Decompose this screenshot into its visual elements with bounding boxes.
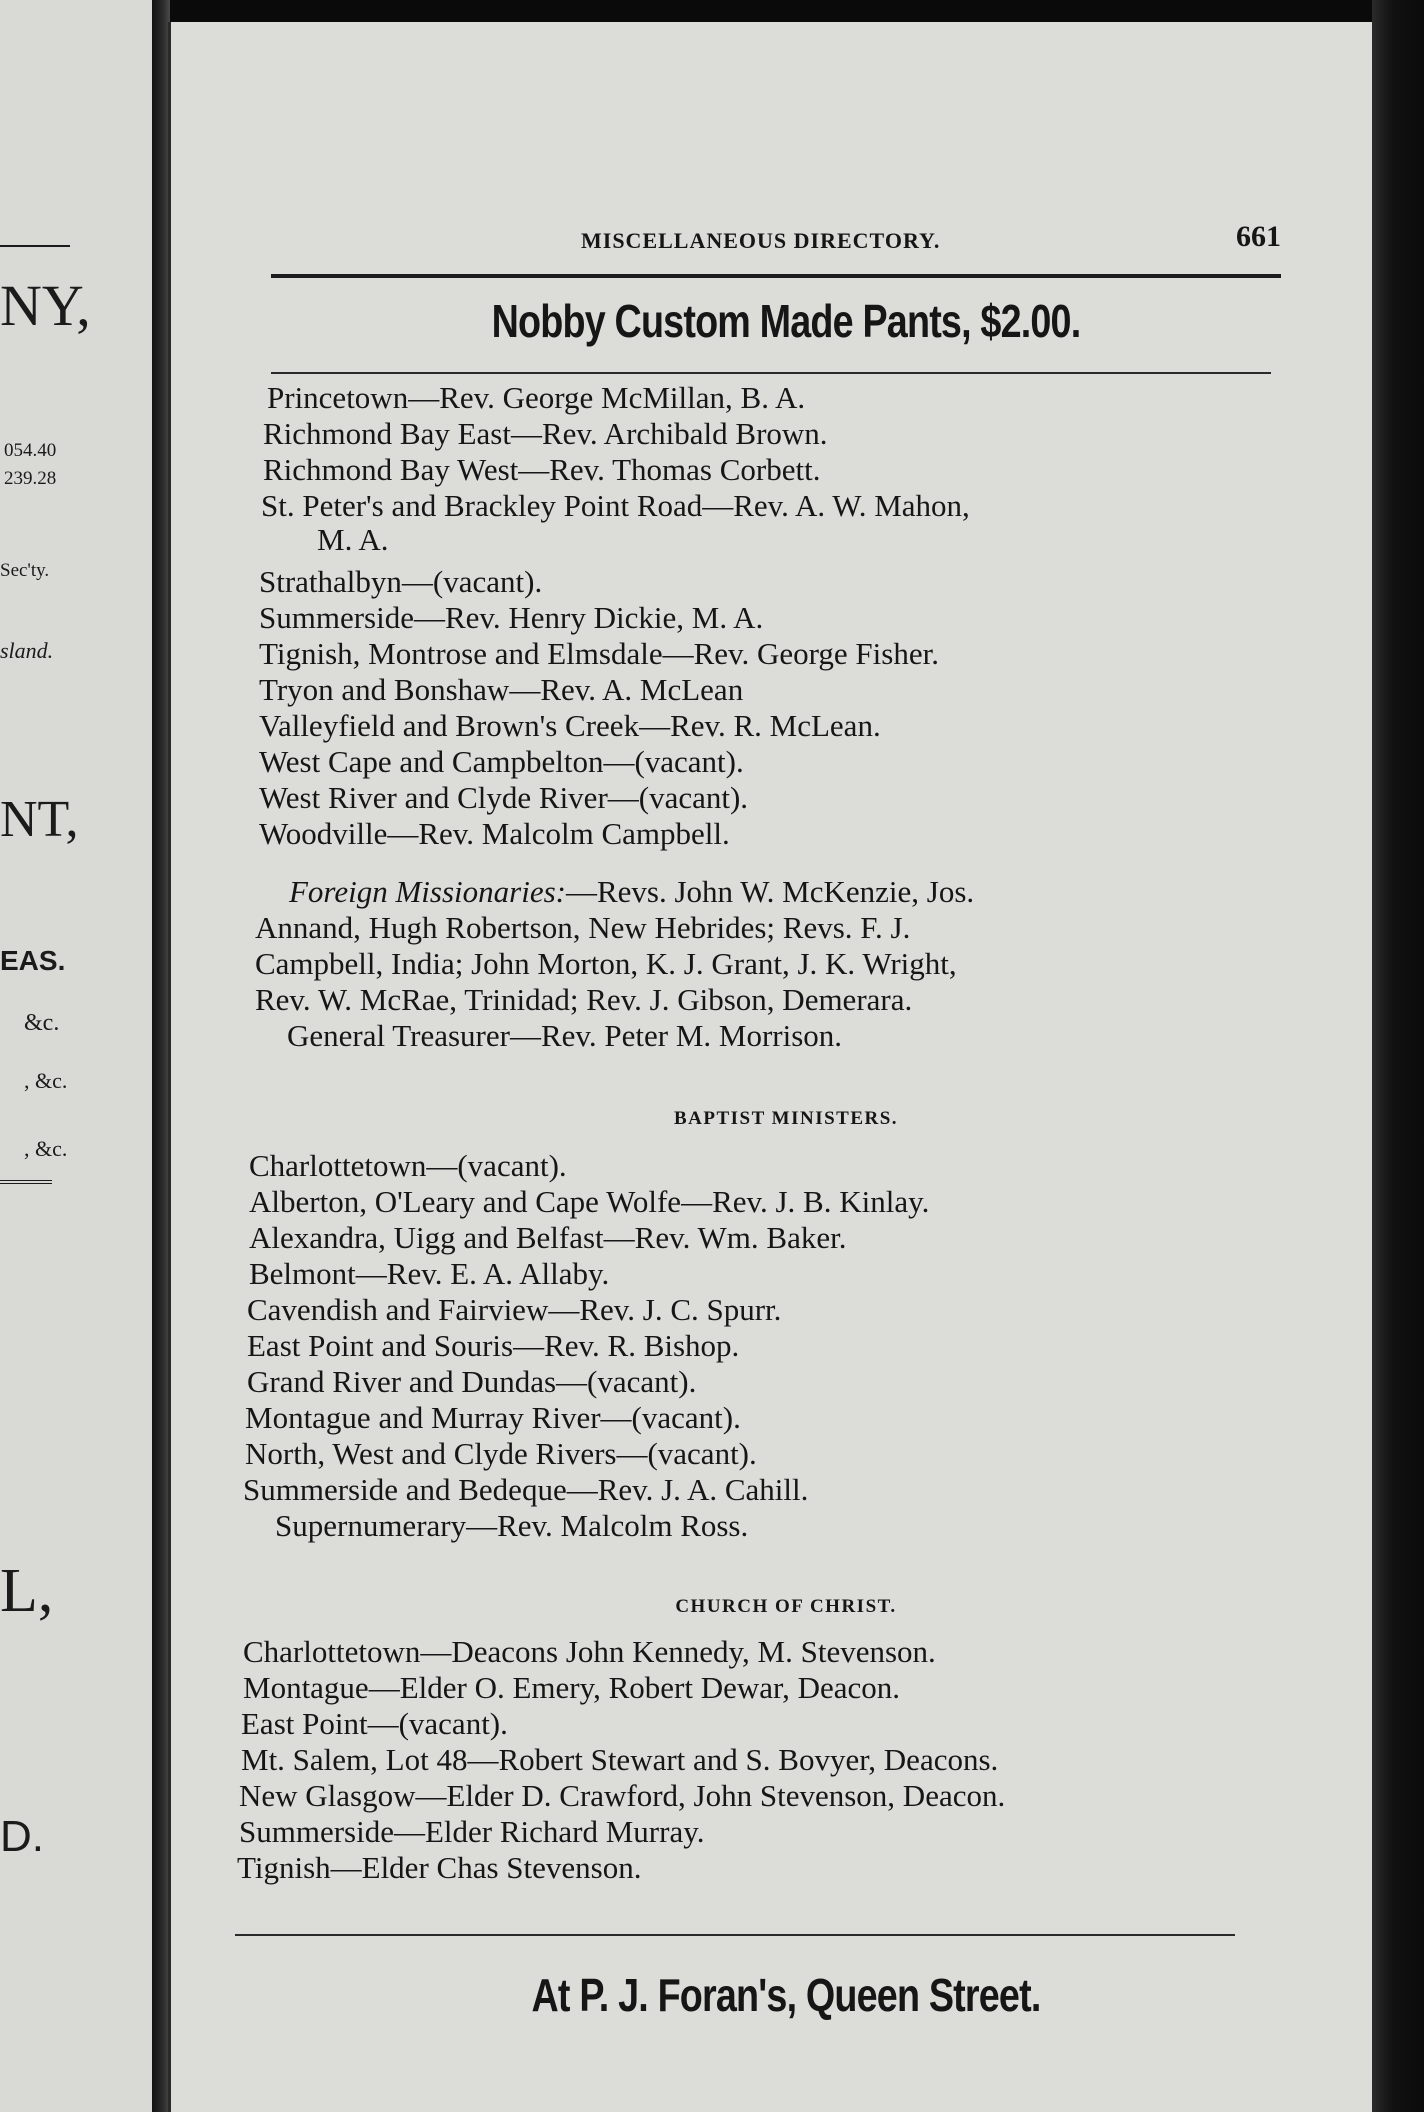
list-item: Alberton, O'Leary and Cape Wolfe—Rev. J. B. Kinlay. xyxy=(249,1184,930,1219)
list-item: Supernumerary—Rev. Malcolm Ross. xyxy=(275,1508,749,1543)
list-item: Valleyfield and Brown's Creek—Rev. R. McLean. xyxy=(259,708,881,743)
list-item: Tignish, Montrose and Elmsdale—Rev. George Fisher. xyxy=(259,636,939,671)
running-title: MISCELLANEOUS DIRECTORY. xyxy=(581,228,941,253)
left-fragment: 239.28 xyxy=(4,468,57,489)
top-advertisement: Nobby Custom Made Pants, $2.00. xyxy=(491,295,1081,347)
list-item: East Point and Souris—Rev. R. Bishop. xyxy=(247,1328,740,1363)
left-fragment: D. xyxy=(0,1812,44,1861)
list-item: Alexandra, Uigg and Belfast—Rev. Wm. Baker. xyxy=(249,1220,847,1255)
list-item: Charlottetown—(vacant). xyxy=(249,1148,567,1183)
left-fragment: , &c. xyxy=(24,1068,68,1093)
header-rule xyxy=(271,274,1281,278)
list-item: St. Peter's and Brackley Point Road—Rev. A. W. Mahon, xyxy=(261,488,970,523)
list-item: Summerside—Rev. Henry Dickie, M. A. xyxy=(259,600,764,635)
section-heading-baptist: BAPTIST MINISTERS. xyxy=(673,1108,899,1129)
left-fragment: NY, xyxy=(0,273,91,338)
page-edge-shadow xyxy=(1372,0,1424,2112)
list-item: Mt. Salem, Lot 48—Robert Stewart and S. Bovyer, Deacons. xyxy=(241,1742,999,1777)
left-fragment: NT, xyxy=(0,791,79,848)
adjacent-page-fragment xyxy=(0,0,152,2112)
missionaries-line: Annand, Hugh Robertson, New Hebrides; Revs. F. J. xyxy=(255,910,911,945)
general-treasurer: General Treasurer—Rev. Peter M. Morrison. xyxy=(287,1018,843,1053)
list-item: West River and Clyde River—(vacant). xyxy=(259,780,749,815)
list-item: M. A. xyxy=(317,522,389,557)
bottom-advertisement: At P. J. Foran's, Queen Street. xyxy=(531,1969,1041,2021)
list-item: Grand River and Dundas—(vacant). xyxy=(247,1364,697,1399)
missionaries-line xyxy=(289,874,974,910)
list-item: Strathalbyn—(vacant). xyxy=(259,564,543,599)
list-item: Richmond Bay East—Rev. Archibald Brown. xyxy=(263,416,828,451)
list-item: New Glasgow—Elder D. Crawford, John Stevenson, Deacon. xyxy=(239,1778,1006,1813)
list-item: Charlottetown—Deacons John Kennedy, M. Stevenson. xyxy=(243,1634,936,1669)
missionaries-line: Rev. W. McRae, Trinidad; Rev. J. Gibson, Demerara. xyxy=(255,982,913,1017)
list-item: Richmond Bay West—Rev. Thomas Corbett. xyxy=(263,452,821,487)
left-fragment: Sec'ty. xyxy=(0,560,50,581)
list-item: Princetown—Rev. George McMillan, B. A. xyxy=(267,380,806,415)
page-header xyxy=(271,220,1281,264)
list-item: Belmont—Rev. E. A. Allaby. xyxy=(249,1256,610,1291)
page-number: 661 xyxy=(1236,220,1281,253)
missionaries-text: —Revs. John W. McKenzie, Jos. xyxy=(565,874,975,909)
left-rule xyxy=(0,245,70,247)
left-fragment: 054.40 xyxy=(4,440,57,461)
list-item: Summerside and Bedeque—Rev. J. A. Cahill. xyxy=(243,1472,809,1507)
list-item: Woodville—Rev. Malcolm Campbell. xyxy=(259,816,730,851)
footer-rule xyxy=(235,1934,1235,1936)
left-rule xyxy=(0,1180,52,1184)
list-item: Tryon and Bonshaw—Rev. A. McLean xyxy=(259,672,744,707)
list-item: West Cape and Campbelton—(vacant). xyxy=(259,744,744,779)
list-item: Montague—Elder O. Emery, Robert Dewar, Deacon. xyxy=(243,1670,900,1705)
list-item: Cavendish and Fairview—Rev. J. C. Spurr. xyxy=(247,1292,782,1327)
left-fragment: EAS. xyxy=(0,945,66,976)
list-item: Tignish—Elder Chas Stevenson. xyxy=(237,1850,642,1885)
list-item: North, West and Clyde Rivers—(vacant). xyxy=(245,1436,757,1471)
section-heading-church-of-christ: CHURCH OF CHRIST. xyxy=(675,1596,897,1617)
missionaries-line: Campbell, India; John Morton, K. J. Grant, J. K. Wright, xyxy=(255,946,957,981)
list-item: Summerside—Elder Richard Murray. xyxy=(239,1814,705,1849)
list-item: Montague and Murray River—(vacant). xyxy=(245,1400,741,1435)
banner-rule xyxy=(271,372,1271,374)
left-fragment: sland. xyxy=(0,638,54,663)
left-fragment: &c. xyxy=(24,1010,60,1036)
list-item: East Point—(vacant). xyxy=(241,1706,508,1741)
left-fragment: L, xyxy=(0,1557,54,1625)
directory-page xyxy=(168,22,1401,2112)
missionaries-label: Foreign Missionaries: xyxy=(289,874,566,909)
left-fragment: , &c. xyxy=(24,1136,68,1161)
